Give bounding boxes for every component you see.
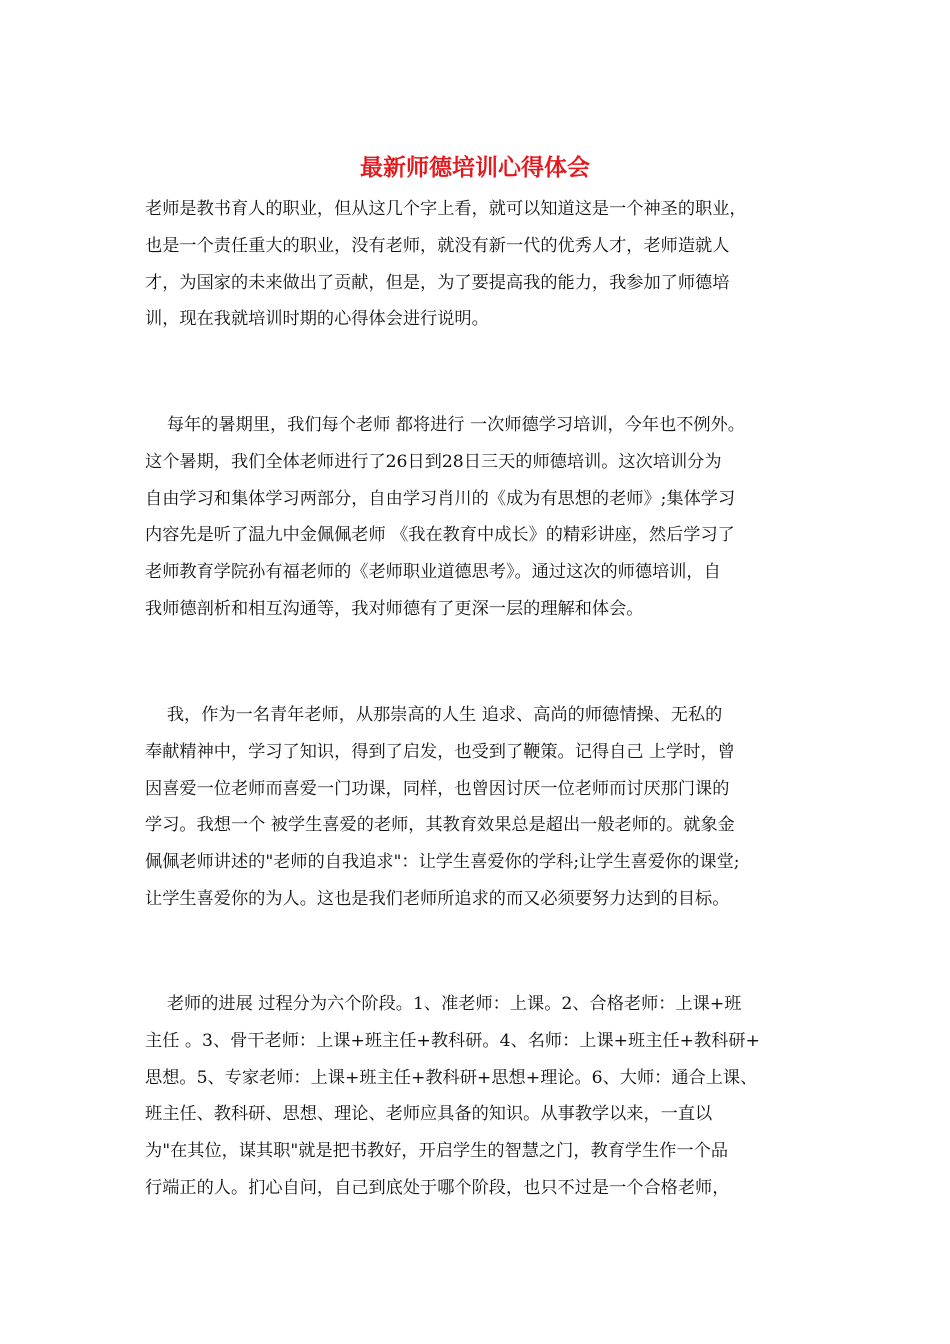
text-line: 老师是教书育人的职业，但从这几个字上看，就可以知道这是一个神圣的职业， (145, 199, 747, 219)
text-line: 老师的进展 过程分为六个阶段。1、准老师：上课。2、合格老师：上课+班 (145, 994, 742, 1014)
document-title: 最新师德培训心得体会 (360, 154, 590, 181)
text-line: 也是一个责任重大的职业，没有老师，就没有新一代的优秀人才，老师造就人 (145, 235, 730, 256)
text-line: 让学生喜爱你的为人。这也是我们老师所追求的而又必须要努力达到的目标。 (145, 888, 730, 909)
text-line: 每年的暑期里，我们每个老师 都将进行 一次师德学习培训，今年也不例外。 (145, 415, 745, 435)
text-line: 这个暑期，我们全体老师进行了26日到28日三天的师德培训。这次培训分为 (145, 451, 722, 472)
text-line: 自由学习和集体学习两部分，自由学习肖川的《成为有思想的老师》;集体学习 (145, 488, 736, 509)
text-line: 班主任、教科研、思想、理论、老师应具备的知识。从事教学以来，一直以 (145, 1104, 713, 1125)
text-line: 行端正的人。扪心自问，自己到底处于哪个阶段，也只不过是一个合格老师， (145, 1177, 730, 1198)
text-line: 我师德剖析和相互沟通等，我对师德有了更深一层的理解和体会。 (145, 598, 644, 619)
text-line: 老师教育学院孙有福老师的《老师职业道德思考》。通过这次的师德培训，自 (145, 562, 721, 583)
text-line: 奉献精神中，学习了知识，得到了启发，也受到了鞭策。记得自己 上学时，曾 (145, 741, 735, 762)
paragraph-3 (145, 700, 825, 921)
text-line: 佩佩老师讲述的"老师的自我追求"：让学生喜爱你的学科;让学生喜爱你的课堂; (145, 852, 740, 873)
text-line: 主任 。3、骨干老师：上课+班主任+教科研。4、名师：上课+班主任+教科研+ (145, 1030, 760, 1051)
text-line: 思想。5、专家老师：上课+班主任+教科研+思想+理论。6、大师：通合上课、 (145, 1067, 758, 1088)
paragraph-4 (145, 989, 825, 1210)
text-line: 我，作为一名青年老师，从那崇高的人生 追求、高尚的师德情操、无私的 (145, 705, 723, 725)
paragraph-2 (145, 410, 825, 631)
text-line: 因喜爱一位老师而喜爱一门功课，同样，也曾因讨厌一位老师而讨厌那门课的 (145, 778, 730, 799)
text-line: 训，现在我就培训时期的心得体会进行说明。 (145, 309, 489, 330)
text-line: 为"在其位，谋其职"就是把书教好，开启学生的智慧之门，教育学生作一个品 (145, 1141, 729, 1162)
paragraph-1 (145, 194, 825, 341)
text-line: 才，为国家的未来做出了贡献，但是，为了要提高我的能力，我参加了师德培 (145, 272, 730, 293)
text-line: 学习。我想一个 被学生喜爱的老师，其教育效果总是超出一般老师的。就象金 (145, 815, 735, 836)
text-line: 内容先是听了温九中金佩佩老师 《我在教育中成长》的精彩讲座，然后学习了 (145, 525, 735, 546)
